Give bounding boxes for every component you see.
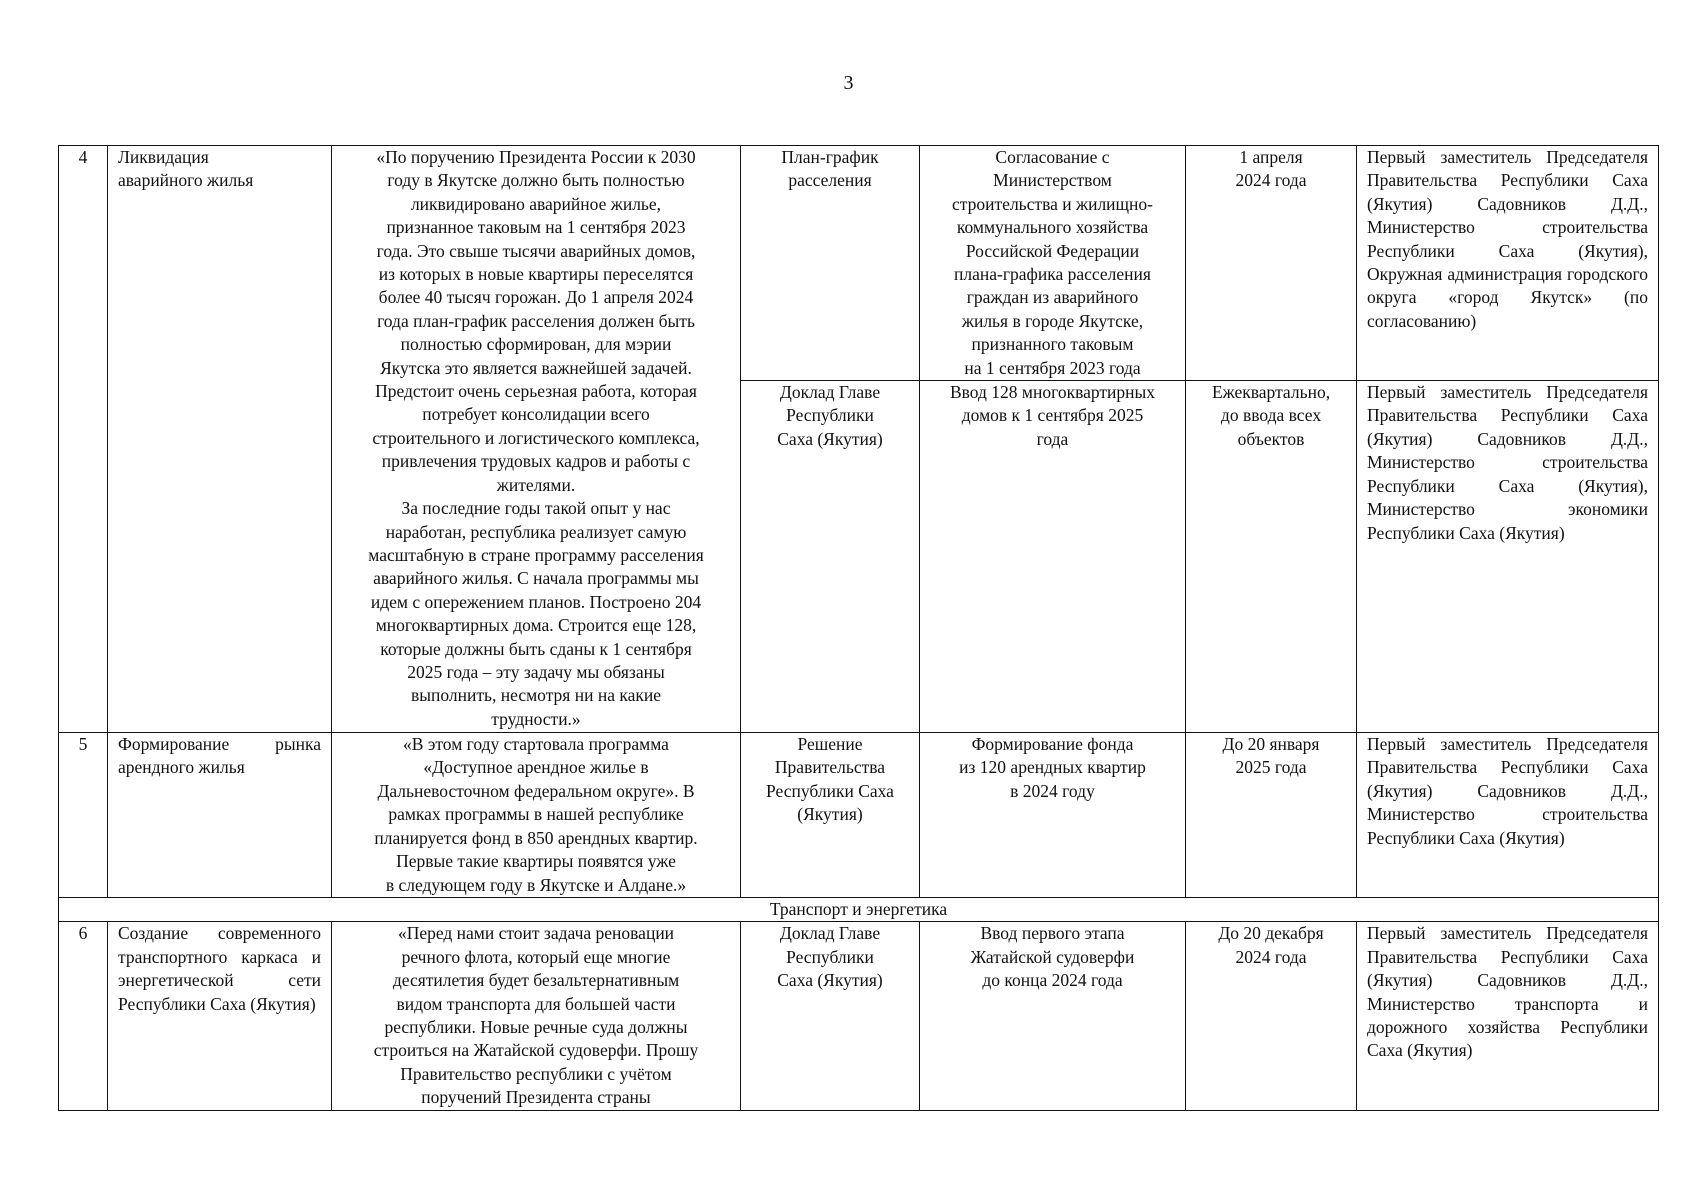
- responsible-parties: Первый заместитель Председателя Правительства Республики Саха (Якутия) Садовников Д.Д., Министерство транспорта и дорожного хозяйства Республики Саха (Якутия): [1357, 922, 1659, 1110]
- deadline: До 20 декабря 2024 года: [1186, 922, 1357, 1110]
- deadline: Ежеквартально, до ввода всех объектов: [1186, 381, 1357, 733]
- table-row: [59, 922, 1659, 1110]
- deadline: 1 апреля 2024 года: [1186, 146, 1357, 381]
- deadline: До 20 января 2025 года: [1186, 733, 1357, 898]
- completion-form: Доклад Главе Республики Саха (Якутия): [741, 922, 920, 1110]
- address-quote: «Перед нами стоит задача реновации речного флота, который еще многие десятилетия будет безальтернативным видом транспорта для большей части республики. Новые речные суда должны строиться на Жатайской судоверфи. Прошу Правительство республики с учётом поручений Президента страны: [332, 922, 741, 1110]
- task-title: Ликвидация аварийного жилья: [108, 146, 332, 733]
- expected-result: Ввод 128 многоквартирных домов к 1 сентября 2025 года: [920, 381, 1186, 733]
- table-row: [59, 733, 1659, 898]
- section-header-row: [59, 897, 1659, 921]
- completion-form: План-график расселения: [741, 146, 920, 381]
- table-row: [59, 146, 1659, 381]
- completion-form: Решение Правительства Республики Саха (Якутия): [741, 733, 920, 898]
- row-number: 4: [59, 146, 108, 733]
- row-number: 5: [59, 733, 108, 898]
- address-quote: «В этом году стартовала программа «Доступное арендное жилье в Дальневосточном федеральном округе». В рамках программы в нашей республике планируется фонд в 850 арендных квартир. Первые такие квартиры появятся уже в следующем году в Якутске и Алдане.»: [332, 733, 741, 898]
- task-title: Формирование рынка арендного жилья: [108, 733, 332, 898]
- action-plan-table: [58, 145, 1659, 1111]
- address-quote: «По поручению Президента России к 2030 году в Якутске должно быть полностью ликвидировано аварийное жилье, признанное таковым на 1 сентября 2023 года. Это свыше тысячи аварийных домов, из которых в новые квартиры переселятся более 40 тысяч горожан. До 1 апреля 2024 года план-график расселения должен быть полностью сформирован, для мэрии Якутска это является важнейшей задачей. Предстоит очень серьезная работа, которая потребует консолидации всего строительного и логистического комплекса, привлечения трудовых кадров и работы с жителями. За последние годы такой опыт у нас наработан, республика реализует самую масштабную в стране программу расселения аварийного жилья. С начала программы мы идем с опережением планов. Построено 204 многоквартирных дома. Строится еще 128, которые должны быть сданы к 1 сентября 2025 года – эту задачу мы обязаны выполнить, несмотря ни на какие трудности.»: [332, 146, 741, 733]
- expected-result: Согласование с Министерством строительства и жилищно- коммунального хозяйства Российской Федерации плана-графика расселения граждан из аварийного жилья в городе Якутске, признанного таковым на 1 сентября 2023 года: [920, 146, 1186, 381]
- section-title: Транспорт и энергетика: [59, 897, 1659, 921]
- expected-result: Ввод первого этапа Жатайской судоверфи до конца 2024 года: [920, 922, 1186, 1110]
- task-title: Создание современного транспортного каркаса и энергетической сети Республики Саха (Якутия): [108, 922, 332, 1110]
- expected-result: Формирование фонда из 120 арендных квартир в 2024 году: [920, 733, 1186, 898]
- responsible-parties: Первый заместитель Председателя Правительства Республики Саха (Якутия) Садовников Д.Д., Министерство строительства Республики Саха (Якутия), Окружная администрация городского округа «город Якутск» (по согласованию): [1357, 146, 1659, 381]
- page-number: 3: [843, 72, 854, 94]
- row-number: 6: [59, 922, 108, 1110]
- responsible-parties: Первый заместитель Председателя Правительства Республики Саха (Якутия) Садовников Д.Д., Министерство строительства Республики Саха (Якутия), Министерство экономики Республики Саха (Якутия): [1357, 381, 1659, 733]
- responsible-parties: Первый заместитель Председателя Правительства Республики Саха (Якутия) Садовников Д.Д., Министерство строительства Республики Саха (Якутия): [1357, 733, 1659, 898]
- completion-form: Доклад Главе Республики Саха (Якутия): [741, 381, 920, 733]
